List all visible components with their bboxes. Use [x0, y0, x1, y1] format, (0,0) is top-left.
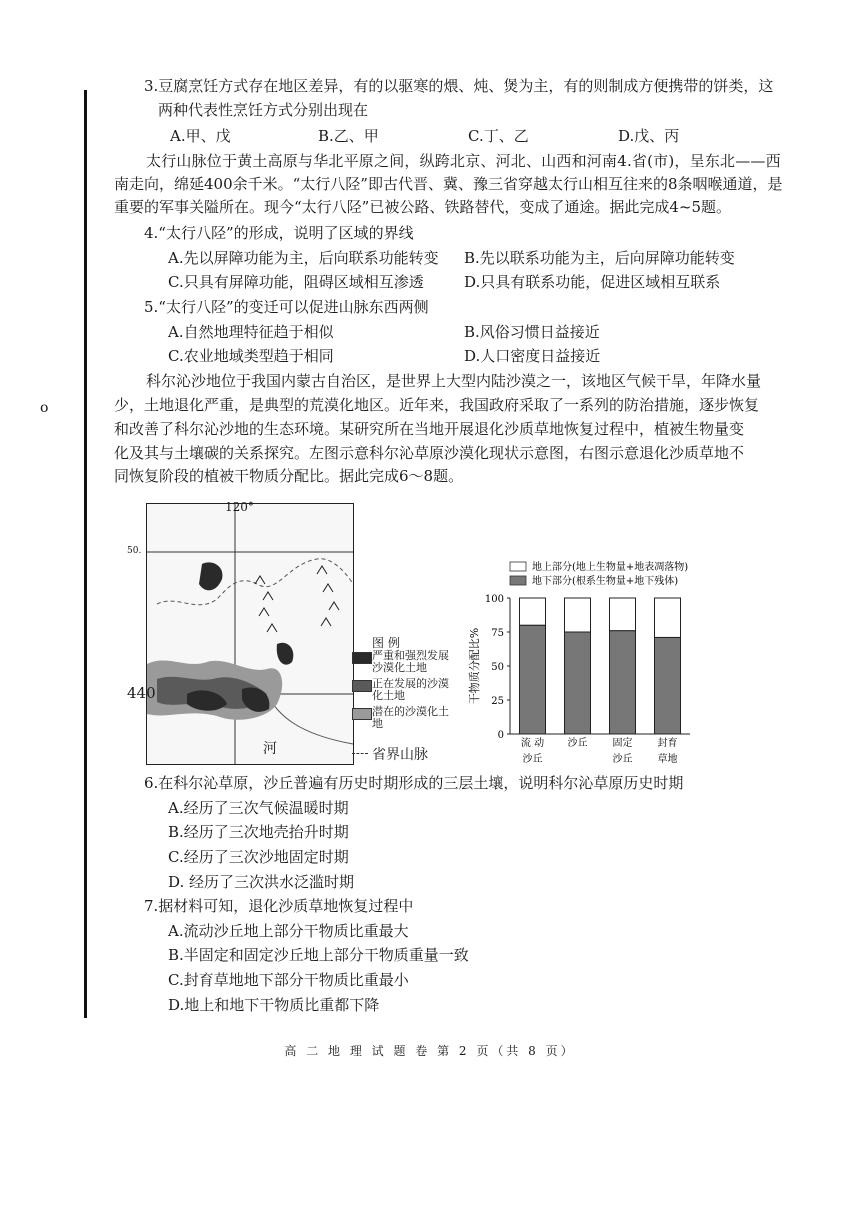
- q5-option-b: B.风俗习惯日益接近: [464, 323, 600, 341]
- y-tick-label: 50: [491, 662, 504, 673]
- q3-option-c: C.丁、乙: [468, 127, 529, 145]
- passage1-line1: 太行山脉位于黄土高原与华北平原之间，纵跨北京、河北、山西和河南4.省(市)，呈东北——西: [146, 152, 781, 170]
- x-tick-label: 沙丘: [567, 738, 588, 749]
- q3-stem-line2: 两种代表性烹饪方式分别出现在: [158, 101, 369, 119]
- q7-option-a: A.流动沙丘地上部分干物质比重最大: [168, 922, 409, 940]
- passage1-line3: 重要的军事关隘所在。现今“太行八陉”已被公路、铁路替代，变成了通途。据此完成4~5题。: [114, 198, 731, 216]
- q6-option-a: A.经历了三次气候温暖时期: [168, 799, 349, 817]
- q4-stem: 4.“太行八陉”的形成，说明了区域的界线: [144, 224, 414, 242]
- q7-option-b: B.半固定和固定沙丘地上部分干物质重量一致: [168, 946, 469, 964]
- legend-swatch-potential: [352, 708, 372, 720]
- q5-option-a: A.自然地理特征趋于相似: [168, 323, 334, 341]
- x-tick-label: 沙丘: [522, 754, 543, 765]
- province-boundary: [157, 559, 353, 605]
- bar-below-ground: [610, 631, 636, 734]
- q4-option-c: C.只具有屏障功能，阻碍区域相互渗透: [168, 273, 424, 291]
- river-line: [267, 694, 353, 744]
- q6-option-c: C.经历了三次沙地固定时期: [168, 848, 349, 866]
- q7-stem: 7.据材料可知，退化沙质草地恢复过程中: [144, 897, 414, 915]
- bar-above-ground: [655, 598, 681, 637]
- legend-title: 图 例: [372, 636, 400, 650]
- legend-item-severe: 严重和强烈发展沙漠化土地: [372, 649, 449, 674]
- passage2-line4: 化及其与土壤碳的关系探究。左图示意科尔沁草原沙漠化现状示意图，右图示意退化沙质草地不: [114, 444, 745, 462]
- q3-stem-line1: 3.豆腐烹饪方式存在地区差异，有的以驱寒的煨、炖、煲为主，有的则制成方便携带的饼类，这: [144, 77, 774, 95]
- mountain-symbols: [255, 566, 339, 632]
- legend-swatch: [510, 576, 526, 585]
- margin-mark: o: [40, 400, 49, 416]
- legend-label: 地下部分(根系生物量+地下残体): [532, 576, 679, 587]
- q5-stem: 5.“太行八陉”的变迁可以促进山脉东西两侧: [144, 298, 429, 316]
- legend-boundary-label: 省界山脉: [372, 747, 428, 763]
- severe-desertification-patch: [277, 643, 294, 665]
- passage2-line5: 同恢复阶段的植被干物质分配比。据此完成6～8题。: [114, 467, 464, 485]
- bar-below-ground: [565, 632, 591, 734]
- bar-below-ground: [520, 625, 546, 734]
- legend-swatch: [510, 562, 526, 571]
- q5-option-c: C.农业地域类型趋于相同: [168, 347, 334, 365]
- bar-above-ground: [610, 598, 636, 631]
- severe-desertification-patch: [199, 562, 222, 590]
- x-tick-label: 草地: [657, 754, 678, 765]
- map-drawing: [147, 504, 353, 764]
- latitude-label-top: 50.: [127, 546, 142, 556]
- q7-option-d: D.地上和地下干物质比重都下降: [168, 996, 380, 1014]
- q4-option-b: B.先以联系功能为主，后向屏障功能转变: [464, 249, 735, 267]
- legend-swatch-developing: [352, 680, 372, 692]
- legend-swatch-severe: [352, 652, 372, 664]
- y-axis-label: 干物质分配比%: [468, 627, 481, 705]
- bar-above-ground: [520, 598, 546, 625]
- bar-above-ground: [565, 598, 591, 632]
- q3-option-a: A.甲、戊: [170, 127, 231, 145]
- dry-matter-chart: [460, 558, 710, 788]
- passage2-line3: 和改善了科尔沁沙地的生态环境。某研究所在当地开展退化沙质草地恢复过程中，植被生物量变: [114, 420, 745, 438]
- longitude-label: 120°: [225, 500, 254, 514]
- x-tick-label: 封育: [657, 738, 678, 749]
- binding-margin-line: [84, 90, 87, 1018]
- passage1-line2: 南走向，绵延400余千米。“太行八陉”即古代晋、冀、豫三省穿越太行山相互往来的8条咽喉通道，是: [114, 175, 783, 193]
- q6-option-d: D. 经历了三次洪水泛滥时期: [168, 873, 355, 891]
- legend-label: 地上部分(地上生物量+地表凋落物): [532, 562, 689, 573]
- x-tick-label: 固定: [612, 738, 633, 749]
- x-tick-label: 流 动: [520, 738, 545, 749]
- q4-option-a: A.先以屏障功能为主，后向联系功能转变: [168, 249, 439, 267]
- river-label: 河: [263, 741, 277, 757]
- bar-below-ground: [655, 637, 681, 734]
- q4-option-d: D.只具有联系功能，促进区域相互联系: [464, 273, 721, 291]
- legend-boundary-symbol: [352, 753, 368, 754]
- y-tick-label: 0: [497, 730, 504, 741]
- latitude-label-bottom: 440: [127, 684, 156, 702]
- q3-option-b: B.乙、甲: [318, 127, 379, 145]
- q6-stem: 6.在科尔沁草原，沙丘普遍有历史时期形成的三层土壤，说明科尔沁草原历史时期: [144, 774, 684, 792]
- legend-item-potential: 潜在的沙漠化土地: [372, 705, 449, 730]
- passage2-line1: 科尔沁沙地位于我国内蒙古自治区，是世界上大型内陆沙漠之一，该地区气候干旱，年降水量: [146, 372, 762, 390]
- q3-option-d: D.戊、丙: [618, 127, 680, 145]
- desertification-map: [127, 500, 354, 765]
- passage2-line2: 少，土地退化严重，是典型的荒漠化地区。近年来，我国政府采取了一系列的防治措施，逐步恢复: [114, 396, 760, 414]
- page-footer: 高 二 地 理 试 题 卷 第 2 页（共 8 页）: [284, 1044, 576, 1058]
- y-tick-label: 100: [484, 594, 504, 605]
- q6-option-b: B.经历了三次地壳抬升时期: [168, 823, 349, 841]
- y-tick-label: 75: [491, 628, 504, 639]
- q7-option-c: C.封育草地地下部分干物质比重最小: [168, 971, 409, 989]
- x-tick-label: 沙丘: [612, 754, 633, 765]
- y-tick-label: 25: [491, 696, 504, 707]
- legend-item-developing: 正在发展的沙漠化土地: [372, 677, 449, 702]
- q5-option-d: D.人口密度日益接近: [464, 347, 601, 365]
